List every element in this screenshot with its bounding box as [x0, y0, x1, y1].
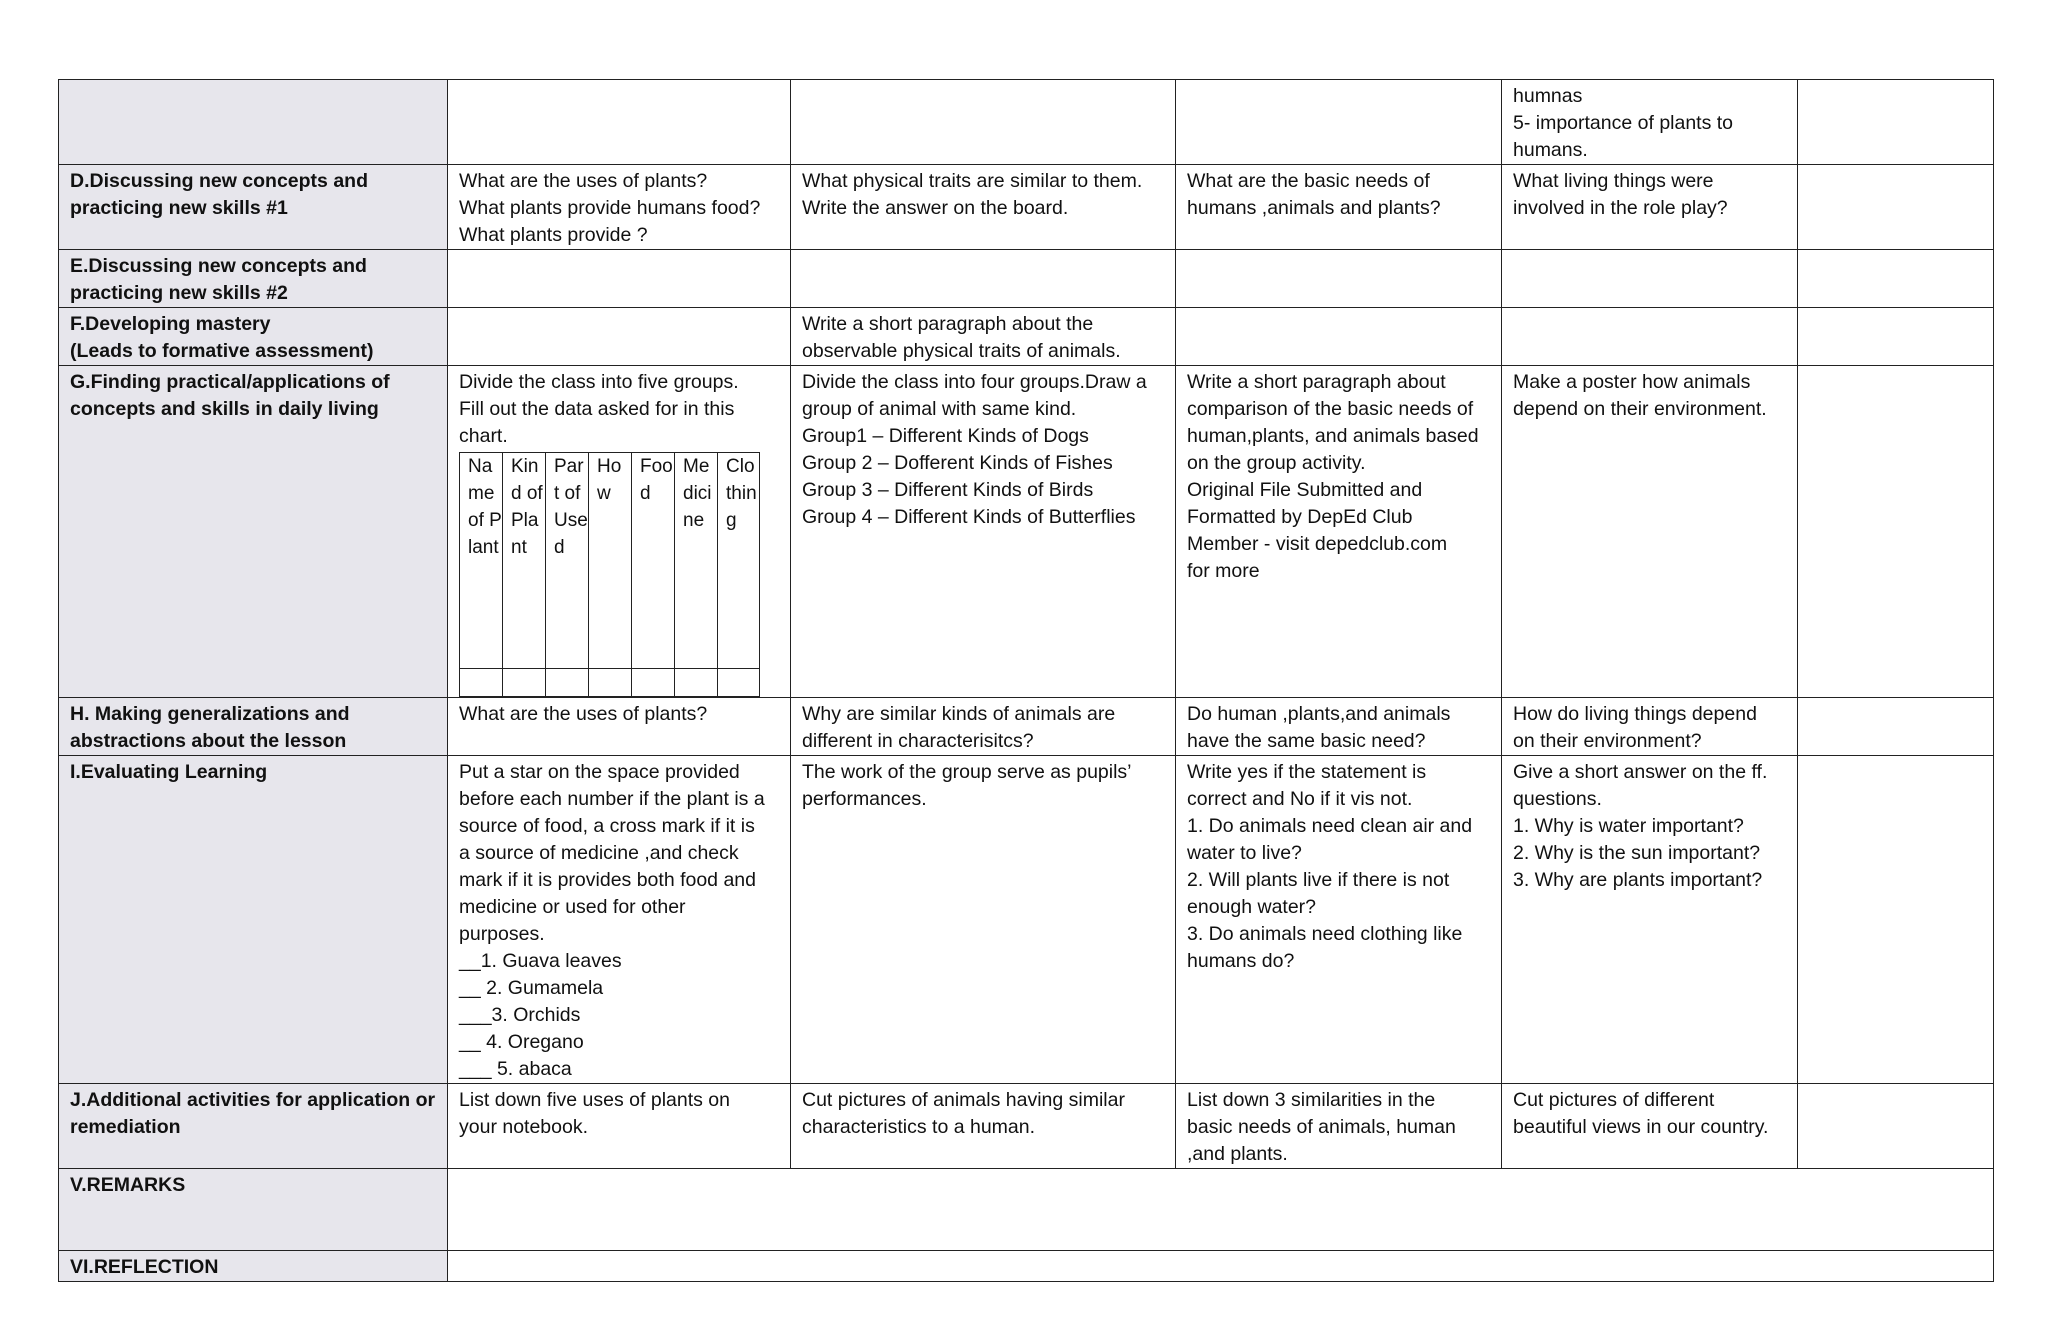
row-label [59, 366, 448, 698]
text-line: What physical traits are similar to them. [802, 170, 1143, 192]
table-row [59, 1169, 1994, 1251]
text-line: basic needs of animals, human [1187, 1116, 1456, 1138]
row-label [59, 250, 448, 308]
text-line: for more [1187, 560, 1260, 582]
table-row [59, 80, 1994, 165]
text-line: characteristics to a human. [802, 1116, 1036, 1138]
text-line: How do living things depend [1513, 703, 1757, 725]
text-line: __ 2. Gumamela [459, 977, 604, 999]
chart-empty-cell [503, 669, 546, 697]
cell [448, 308, 791, 366]
row-label [59, 165, 448, 250]
table-row [59, 698, 1994, 756]
text-line: concepts and skills in daily living [70, 398, 379, 420]
text-line: a source of medicine ,and check [459, 842, 739, 864]
cell [1502, 756, 1798, 1084]
chart-header-cell: Clothing [718, 453, 760, 669]
chart-empty-cell [546, 669, 589, 697]
text-line: beautiful views in our country. [1513, 1116, 1769, 1138]
row-label [59, 756, 448, 1084]
cell [1502, 80, 1798, 165]
text-line: Give a short answer on the ff. [1513, 761, 1768, 783]
text-line: comparison of the basic needs of [1187, 398, 1474, 420]
cell [791, 80, 1176, 165]
cell [448, 366, 791, 698]
chart-empty-cell [589, 669, 632, 697]
remarks-cell [448, 1169, 1994, 1251]
text-line: have the same basic need? [1187, 730, 1426, 752]
table-row [59, 756, 1994, 1084]
text-line: Divide the class into five groups. [459, 371, 739, 393]
cell [791, 1084, 1176, 1169]
cell [448, 165, 791, 250]
text-line: 3. Why are plants important? [1513, 869, 1763, 891]
text-line: J.Additional activities for application or [70, 1089, 436, 1111]
cell [1502, 308, 1798, 366]
text-line: Do human ,plants,and animals [1187, 703, 1451, 725]
text-line: remediation [70, 1116, 181, 1138]
chart-header-cell: How [589, 453, 632, 669]
cell [1176, 308, 1502, 366]
text-line: ___3. Orchids [459, 1004, 581, 1026]
cell [1502, 165, 1798, 250]
reflection-cell [448, 1251, 1994, 1282]
chart-empty-cell [675, 669, 718, 697]
chart-header-cell: Part of Used [546, 453, 589, 669]
text-line: your notebook. [459, 1116, 589, 1138]
text-line: Write a short paragraph about [1187, 371, 1446, 393]
text-line: humans ,animals and plants? [1187, 197, 1441, 219]
chart-empty-cell [718, 669, 760, 697]
cell [448, 756, 791, 1084]
table-row [59, 165, 1994, 250]
text-line: __1. Guava leaves [459, 950, 622, 972]
text-line: What plants provide ? [459, 224, 648, 246]
cell [448, 80, 791, 165]
text-line: List down 3 similarities in the [1187, 1089, 1436, 1111]
text-line: Divide the class into four groups.Draw a [802, 371, 1147, 393]
table-row [59, 1251, 1994, 1282]
cell [1176, 1084, 1502, 1169]
cell [791, 250, 1176, 308]
text-line: V.REMARKS [70, 1174, 186, 1196]
text-line: on the group activity. [1187, 452, 1366, 474]
table-row [59, 366, 1994, 698]
text-line: Cut pictures of animals having similar [802, 1089, 1125, 1111]
cell [1176, 250, 1502, 308]
text-line: practicing new skills #2 [70, 282, 288, 304]
cell [1176, 756, 1502, 1084]
text-line: What are the uses of plants? [459, 703, 708, 725]
chart-header-cell: Name of Plant [460, 453, 503, 669]
text-line: humnas [1513, 85, 1583, 107]
text-line: observable physical traits of animals. [802, 340, 1121, 362]
cell [791, 308, 1176, 366]
text-line: group of animal with same kind. [802, 398, 1077, 420]
lesson-plan-table [58, 79, 1994, 1282]
cell [791, 756, 1176, 1084]
text-line: What are the uses of plants? [459, 170, 708, 192]
cell [1798, 756, 1994, 1084]
row-label [59, 1251, 448, 1282]
text-line: List down five uses of plants on [459, 1089, 730, 1111]
text-line: G.Finding practical/applications of [70, 371, 390, 393]
text-line: VI.REFLECTION [70, 1256, 219, 1278]
text-line: before each number if the plant is a [459, 788, 765, 810]
text-line: water to live? [1187, 842, 1302, 864]
text-line: Member - visit depedclub.com [1187, 533, 1448, 555]
text-line: (Leads to formative assessment) [70, 340, 374, 362]
cell [448, 250, 791, 308]
cell [1176, 698, 1502, 756]
text-line: practicing new skills #1 [70, 197, 288, 219]
chart-header-cell: Kind of Plant [503, 453, 546, 669]
table-row [59, 308, 1994, 366]
text-line: Formatted by DepEd Club [1187, 506, 1413, 528]
cell [791, 698, 1176, 756]
row-label [59, 80, 448, 165]
text-line: Group 4 – Different Kinds of Butterflies [802, 506, 1136, 528]
text-line: Group1 – Different Kinds of Dogs [802, 425, 1089, 447]
text-line: 1. Do animals need clean air and [1187, 815, 1473, 837]
text-line: The work of the group serve as pupils’ [802, 761, 1132, 783]
text-line: __ 4. Oregano [459, 1031, 584, 1053]
text-line: humans do? [1187, 950, 1295, 972]
text-line: 5- importance of plants to [1513, 112, 1734, 134]
text-line: involved in the role play? [1513, 197, 1728, 219]
cell [1502, 1084, 1798, 1169]
chart-header-cell: Medicine [675, 453, 718, 669]
chart-header-row [460, 453, 760, 669]
text-line: E.Discussing new concepts and [70, 255, 367, 277]
cell [1502, 366, 1798, 698]
cell [1798, 165, 1994, 250]
text-line: Write a short paragraph about the [802, 313, 1094, 335]
text-line: D.Discussing new concepts and [70, 170, 368, 192]
text-line: questions. [1513, 788, 1602, 810]
text-line: What living things were [1513, 170, 1714, 192]
text-line: humans. [1513, 139, 1588, 161]
text-line: H. Making generalizations and [70, 703, 350, 725]
cell [791, 165, 1176, 250]
table-row [59, 250, 1994, 308]
chart-blank-row [460, 669, 760, 697]
text-line: 2. Will plants live if there is not [1187, 869, 1450, 891]
text-line: Why are similar kinds of animals are [802, 703, 1116, 725]
text-line: What are the basic needs of [1187, 170, 1430, 192]
cell-text [459, 369, 779, 450]
text-line: What plants provide humans food? [459, 197, 761, 219]
text-line: on their environment? [1513, 730, 1702, 752]
row-label [59, 1169, 448, 1251]
text-line: source of food, a cross mark if it is [459, 815, 755, 837]
text-line: correct and No if it vis not. [1187, 788, 1413, 810]
text-line: Cut pictures of different [1513, 1089, 1715, 1111]
text-line: Make a poster how animals [1513, 371, 1751, 393]
text-line: 1. Why is water important? [1513, 815, 1744, 837]
text-line: purposes. [459, 923, 545, 945]
text-line: Write the answer on the board. [802, 197, 1069, 219]
cell [1176, 366, 1502, 698]
text-line: I.Evaluating Learning [70, 761, 268, 783]
text-line: 3. Do animals need clothing like [1187, 923, 1463, 945]
cell [448, 698, 791, 756]
cell [1502, 250, 1798, 308]
chart-empty-cell [632, 669, 675, 697]
cell [448, 1084, 791, 1169]
text-line: chart. [459, 425, 508, 447]
text-line: depend on their environment. [1513, 398, 1767, 420]
cell [1176, 165, 1502, 250]
chart-empty-cell [460, 669, 503, 697]
cell [1502, 698, 1798, 756]
cell [1798, 250, 1994, 308]
text-line: mark if it is provides both food and [459, 869, 756, 891]
chart-header-cell: Food [632, 453, 675, 669]
cell [1798, 80, 1994, 165]
row-label [59, 308, 448, 366]
row-label [59, 698, 448, 756]
text-line: Put a star on the space provided [459, 761, 740, 783]
row-label [59, 1084, 448, 1169]
text-line: performances. [802, 788, 927, 810]
text-line: human,plants, and animals based [1187, 425, 1479, 447]
text-line: ___ 5. abaca [459, 1058, 572, 1080]
text-line: Group 3 – Different Kinds of Birds [802, 479, 1094, 501]
cell [1176, 80, 1502, 165]
text-line: Original File Submitted and [1187, 479, 1423, 501]
cell [1798, 1084, 1994, 1169]
text-line: enough water? [1187, 896, 1317, 918]
table-row [59, 1084, 1994, 1169]
cell [1798, 698, 1994, 756]
text-line: 2. Why is the sun important? [1513, 842, 1761, 864]
text-line: Group 2 – Dofferent Kinds of Fishes [802, 452, 1113, 474]
cell [1798, 366, 1994, 698]
cell [1798, 308, 1994, 366]
text-line: Fill out the data asked for in this [459, 398, 735, 420]
text-line: ,and plants. [1187, 1143, 1288, 1165]
text-line: abstractions about the lesson [70, 730, 347, 752]
cell [791, 366, 1176, 698]
text-line: Write yes if the statement is [1187, 761, 1427, 783]
text-line: different in characterisitcs? [802, 730, 1034, 752]
plant-data-chart [459, 452, 760, 697]
text-line: F.Developing mastery [70, 313, 271, 335]
text-line: medicine or used for other [459, 896, 686, 918]
